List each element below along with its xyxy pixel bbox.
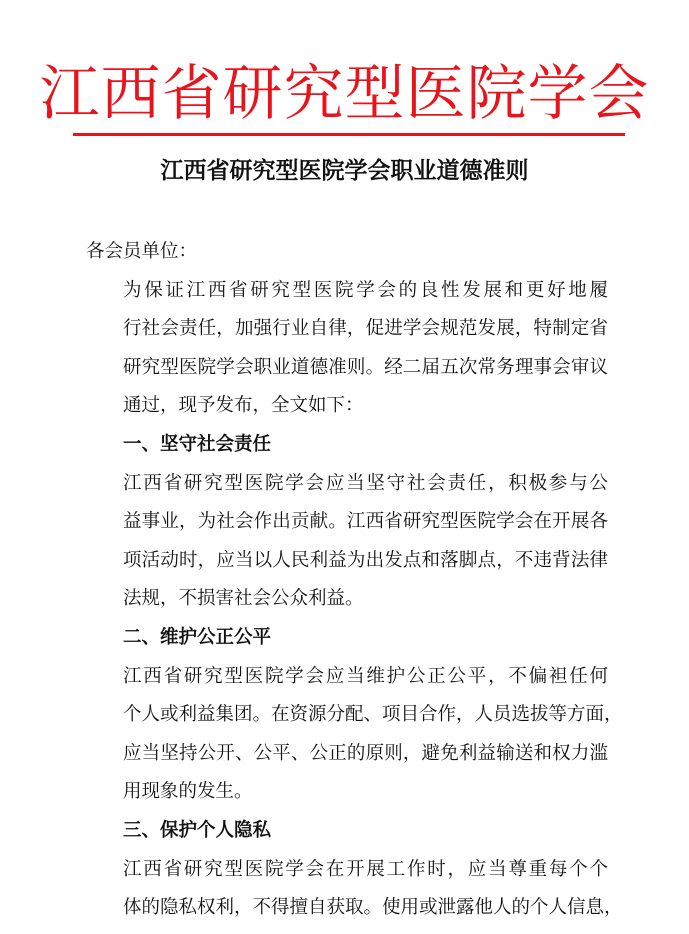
document-body [86,233,623,928]
document-title: 江西省研究型医院学会职业道德准则 [160,158,529,184]
section-paragraph [86,851,623,928]
text-line: 体的隐私权利，不得擅自获取。使用或泄露他人的个人信息， [123,897,623,919]
section-paragraph [86,465,608,619]
text-line: 江西省研究型医院学会应当坚守社会责任，积极参与公 [123,472,608,494]
text-line: 法规，不损害社会公众利益。 [123,588,364,610]
salutation: 各会员单位： [86,241,198,262]
text-line: 为保证江西省研究型医院学会的良性发展和更好地履 [123,279,608,301]
text-line: 通过，现予发布，全文如下： [123,395,364,417]
section-paragraph [86,658,623,812]
text-line: 项活动时，应当以人民利益为出发点和落脚点，不违背法律 [123,549,608,571]
section-heading: 三、保护个人隐私 [123,819,272,841]
text-line: 应当坚持公开、公平、公正的原则，避免利益输送和权力滥 [123,742,608,764]
intro-paragraph [86,272,608,426]
section-heading: 二、维护公正公平 [123,626,272,648]
text-line: 江西省研究型医院学会应当维护公正公平，不偏袒任何 [123,665,608,687]
section-heading: 一、坚守社会责任 [123,433,272,455]
text-line: 江西省研究型医院学会在开展工作时，应当尊重每个个 [123,858,608,880]
masthead-org-name: 江西省研究型医院学会 [39,59,650,129]
text-line: 行社会责任，加强行业自律，促进学会规范发展，特制定省 [123,318,608,340]
masthead-red-rule [73,133,625,136]
text-line: 益事业，为社会作出贡献。江西省研究型医院学会在开展各 [123,511,608,533]
text-line: 用现象的发生。 [123,781,253,803]
text-line: 研究型医院学会职业道德准则。经二届五次常务理事会审议 [123,356,608,378]
text-line: 个人或利益集团。在资源分配、项目合作，人员选拔等方面， [123,704,623,726]
